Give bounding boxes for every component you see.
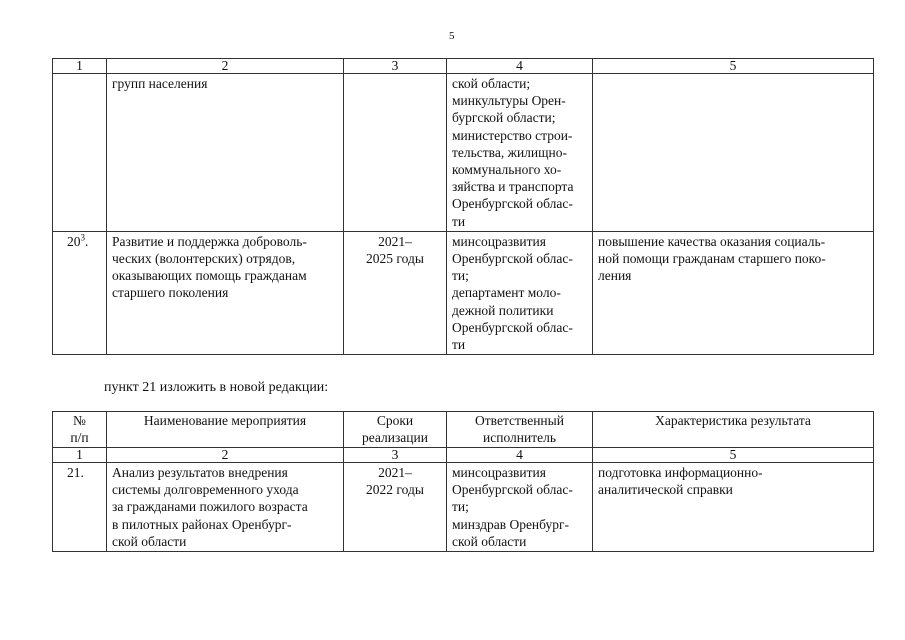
period: 2021– 2022 годы bbox=[344, 463, 447, 552]
responsible-executor: ской области; минкультуры Орен- бургской области; министерство строи- тельства, жилищно- коммунального хо- зяйства и транспорта Оренбургской облас- ти bbox=[447, 74, 593, 232]
col-number-5: 5 bbox=[593, 59, 874, 74]
header-executor: Ответственный исполнитель bbox=[447, 412, 593, 448]
table-row bbox=[53, 74, 874, 232]
col-number-2: 2 bbox=[107, 448, 344, 463]
header-number: № п/п bbox=[53, 412, 107, 448]
col-number-2: 2 bbox=[107, 59, 344, 74]
col-number-1: 1 bbox=[53, 448, 107, 463]
row-number: 21. bbox=[53, 463, 107, 552]
col-number-4: 4 bbox=[447, 59, 593, 74]
activity-name: групп населения bbox=[107, 74, 344, 232]
activity-name: Развитие и поддержка доброволь- ческих (волонтерских) отрядов, оказывающих помощь гражданам старшего поколения bbox=[107, 231, 344, 354]
responsible-executor: минсоцразвития Оренбургской облас- ти; минздрав Оренбург- ской области bbox=[447, 463, 593, 552]
col-number-1: 1 bbox=[53, 59, 107, 74]
activity-name: Анализ результатов внедрения системы долговременного ухода за гражданами пожилого возраста в пилотных районах Оренбург- ской области bbox=[107, 463, 344, 552]
table-header-numbers bbox=[53, 59, 874, 74]
col-number-4: 4 bbox=[447, 448, 593, 463]
header-activity-name: Наименование мероприятия bbox=[107, 412, 344, 448]
table-row bbox=[53, 231, 874, 354]
period: 2021– 2025 годы bbox=[344, 231, 447, 354]
table-item-21 bbox=[52, 411, 874, 552]
row-number bbox=[53, 74, 107, 232]
result-description: повышение качества оказания социаль- ной помощи гражданам старшего поко- ления bbox=[593, 231, 874, 354]
col-number-3: 3 bbox=[344, 59, 447, 74]
result-description bbox=[593, 74, 874, 232]
result-description: подготовка информационно- аналитической справки bbox=[593, 463, 874, 552]
table-row bbox=[53, 463, 874, 552]
responsible-executor: минсоцразвития Оренбургской облас- ти; департамент моло- дежной политики Оренбургской облас- ти bbox=[447, 231, 593, 354]
col-number-3: 3 bbox=[344, 448, 447, 463]
col-number-5: 5 bbox=[593, 448, 874, 463]
table-header-titles bbox=[53, 412, 874, 448]
page-number: 5 bbox=[449, 30, 455, 42]
header-period: Сроки реализации bbox=[344, 412, 447, 448]
row-number: $20^3$. bbox=[53, 231, 107, 354]
instruction-paragraph: пункт 21 изложить в новой редакции: bbox=[104, 380, 329, 395]
table-header-numbers bbox=[53, 448, 874, 463]
table-continuation bbox=[52, 58, 874, 355]
period bbox=[344, 74, 447, 232]
header-result: Характеристика результата bbox=[593, 412, 874, 448]
